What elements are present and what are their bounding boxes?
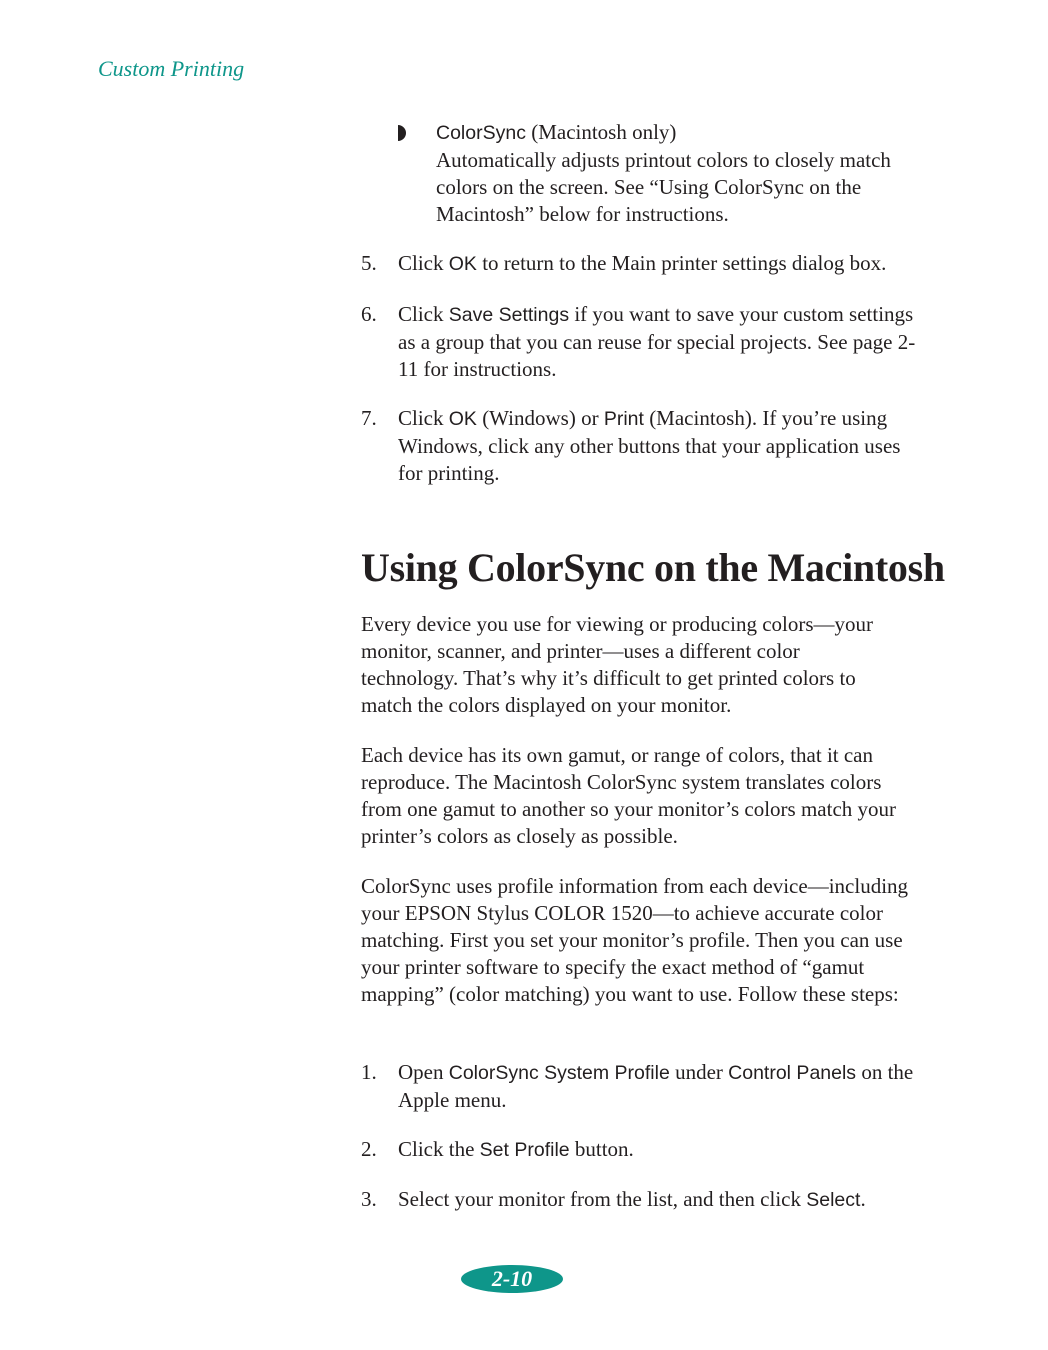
step-text <box>398 301 921 383</box>
paragraph: ColorSync uses profile information from each device—including your EPSON Stylus COLOR 1520—to achieve accurate color matching. First you set your monitor’s profile. Then you can use your printer software to specify the exact method of “gamut mapping” (color matching) you want to use. Follow these steps: <box>361 874 909 1006</box>
step-number: 5. <box>361 251 377 275</box>
step-5 <box>361 250 961 278</box>
text-run: Click the <box>398 1137 480 1161</box>
text-run: button. <box>569 1137 634 1161</box>
step-number: 7. <box>361 406 377 430</box>
text-run: on the Apple menu. <box>398 1060 914 1112</box>
step-number: 2. <box>361 1137 377 1161</box>
page-number-badge: 2-10 <box>461 1265 563 1293</box>
text-run: Select your monitor from the list, and then click <box>398 1187 807 1211</box>
text-run: Click <box>398 251 449 275</box>
text-run: if you want to save your custom settings as a group that you can reuse for special projects. See page 2-11 for instructions. <box>398 302 916 381</box>
bullet-item-colorsync <box>361 119 921 228</box>
bullet-icon <box>398 125 406 141</box>
text-run: Click <box>398 406 449 430</box>
text-run: (Macintosh). If you’re using Windows, click any other buttons that your application uses for printing. <box>398 406 901 485</box>
paragraph: Every device you use for viewing or producing colors—your monitor, scanner, and printer—uses a different color technology. That’s why it’s difficult to get printed colors to match the colors displayed on your monitor. <box>361 612 874 717</box>
text-run: under <box>669 1060 729 1084</box>
ui-term: ColorSync System Profile <box>448 1062 670 1084</box>
step-text <box>398 1059 931 1114</box>
step-2 <box>361 1136 961 1164</box>
ui-term: Save Settings <box>448 304 570 326</box>
step-text <box>398 1136 961 1164</box>
text-run: (Macintosh only) Automatically adjusts printout colors to closely match colors on the screen. See “Using ColorSync on the Macintosh” below for instructions. <box>436 120 891 226</box>
step-7 <box>361 405 921 487</box>
step-text <box>398 250 961 278</box>
ui-term: Print <box>603 408 644 430</box>
running-header: Custom Printing <box>98 56 245 81</box>
text-run: Open <box>398 1060 449 1084</box>
bullet-text <box>436 119 921 228</box>
step-number: 6. <box>361 302 377 326</box>
ui-term: Set Profile <box>479 1139 570 1161</box>
ui-term: Select <box>806 1189 861 1211</box>
step-number: 3. <box>361 1187 377 1211</box>
step-number: 1. <box>361 1060 377 1084</box>
step-text <box>398 405 921 487</box>
step-6 <box>361 301 921 383</box>
section-heading: Using ColorSync on the Macintosh <box>361 545 945 590</box>
ui-term: Control Panels <box>728 1062 857 1084</box>
text-run: (Windows) or <box>476 406 604 430</box>
ui-term: ColorSync <box>436 122 526 144</box>
step-3 <box>361 1186 961 1214</box>
text-run: to return to the Main printer settings dialog box. <box>476 251 887 275</box>
step-1 <box>361 1059 931 1114</box>
text-run: . <box>860 1187 866 1211</box>
text-run: Click <box>398 302 449 326</box>
ui-term: OK <box>448 408 477 430</box>
paragraph: Each device has its own gamut, or range of colors, that it can reproduce. The Macintosh ColorSync system translates colors from one gamut to another so your monitor’s colors match your printer’s colors as closely as possible. <box>361 743 897 848</box>
step-text <box>398 1186 961 1214</box>
ui-term: OK <box>448 253 477 275</box>
